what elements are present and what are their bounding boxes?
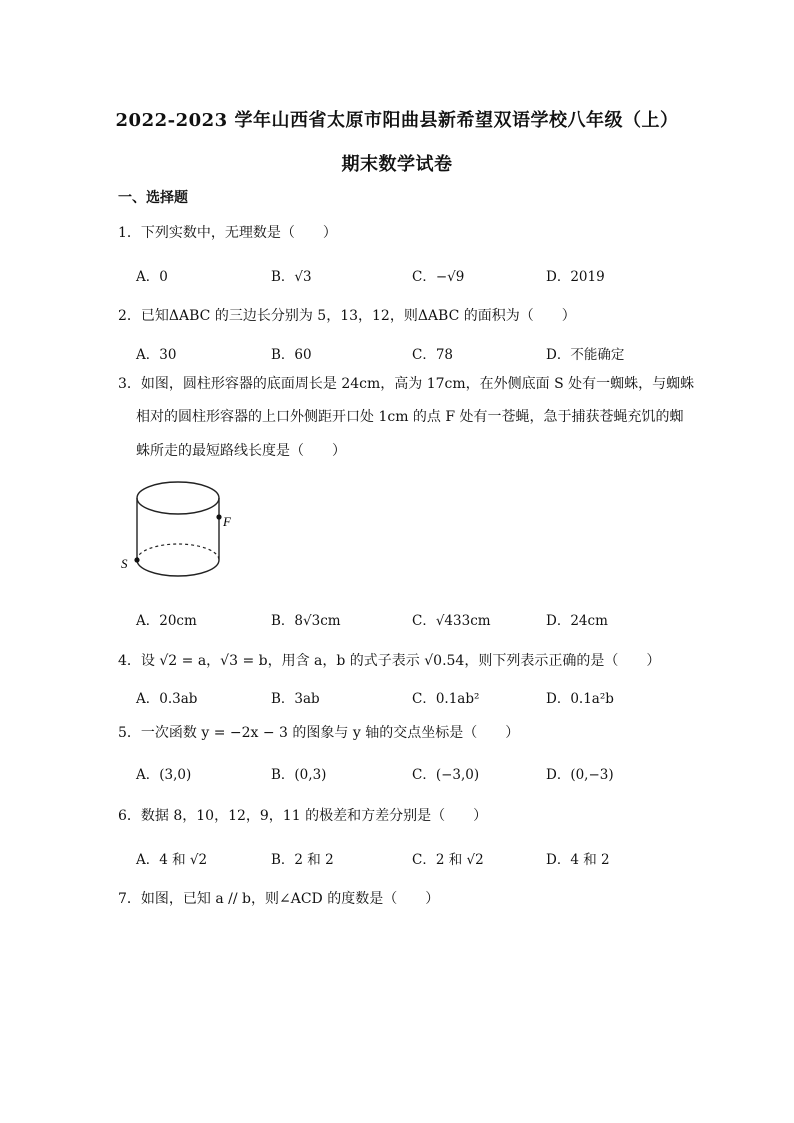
exam-title-line2: 期末数学试卷 — [341, 154, 453, 175]
question-4-option-c: C．0.1ab² — [412, 691, 480, 707]
question-1-option-c: C．−√9 — [412, 269, 465, 285]
question-4-option-d: D．0.1a²b — [546, 691, 614, 707]
question-2-option-b: B．60 — [271, 347, 312, 363]
question-5-option-b: B．(0,3) — [271, 767, 327, 783]
question-2-option-a: A．30 — [136, 347, 177, 363]
question-1-option-d: D．2019 — [546, 269, 605, 285]
question-5-stem: 5．一次函数 y = −2x − 3 的图象与 y 轴的交点坐标是（ ） — [118, 725, 520, 741]
question-6-option-b: B．2 和 2 — [271, 852, 334, 868]
question-5-option-a: A．(3,0) — [136, 767, 192, 783]
question-5-option-d: D．(0,−3) — [546, 767, 614, 783]
question-3-stem-line2: 相对的圆柱形容器的上口外侧距开口处 1cm 的点 F 处有一苍蝇，急于捕获苍蝇充饥的蜘 — [136, 409, 684, 425]
cylinder-bottom-front — [137, 560, 219, 576]
question-1-stem: 1．下列实数中，无理数是（ ） — [118, 225, 337, 241]
question-1-option-b: B．√3 — [271, 269, 312, 285]
exam-title-line1: 2022-2023 学年山西省太原市阳曲县新希望双语学校八年级（上） — [115, 110, 679, 131]
question-2-option-c: C．78 — [412, 347, 454, 363]
point-f-dot — [216, 514, 221, 519]
question-4-option-b: B．3ab — [271, 691, 320, 707]
question-3-stem-line1: 3．如图，圆柱形容器的底面周长是 24cm，高为 17cm，在外侧底面 S 处有一蜘蛛，与蜘蛛 — [118, 376, 695, 392]
point-s-dot — [134, 557, 139, 562]
point-f-label: F — [223, 514, 231, 529]
question-3-option-c: C．√433cm — [412, 613, 491, 629]
question-3-option-a: A．20cm — [136, 613, 197, 629]
question-6-option-d: D．4 和 2 — [546, 852, 610, 868]
section-heading: 一、选择题 — [118, 190, 188, 206]
question-3-option-b: B．8√3cm — [271, 613, 341, 629]
question-6-option-c: C．2 和 √2 — [412, 852, 484, 868]
question-3-stem-line3: 蛛所走的最短路线长度是（ ） — [136, 443, 346, 459]
cylinder-bottom-back-dashed — [137, 544, 219, 560]
question-3-option-d: D．24cm — [546, 613, 608, 629]
question-6-stem: 6．数据 8，10，12，9，11 的极差和方差分别是（ ） — [118, 808, 488, 824]
question-5-option-c: C．(−3,0) — [412, 767, 480, 783]
question-4-option-a: A．0.3ab — [136, 691, 198, 707]
question-7-stem: 7．如图，已知 a // b，则∠ACD 的度数是（ ） — [118, 891, 440, 907]
point-s-label: S — [121, 556, 128, 571]
question-6-option-a: A．4 和 √2 — [136, 852, 208, 868]
question-2-stem: 2．已知ΔABC 的三边长分别为 5，13，12，则ΔABC 的面积为（ ） — [118, 308, 576, 324]
question-1-option-a: A．0 — [136, 269, 168, 285]
question-4-stem: 4．设 √2 = a，√3 = b，用含 a，b 的式子表示 √0.54，则下列表示正确的是（ ） — [118, 653, 661, 669]
cylinder-top-ellipse — [137, 482, 219, 514]
cylinder-figure — [115, 478, 240, 583]
question-2-option-d: D．不能确定 — [546, 347, 625, 363]
